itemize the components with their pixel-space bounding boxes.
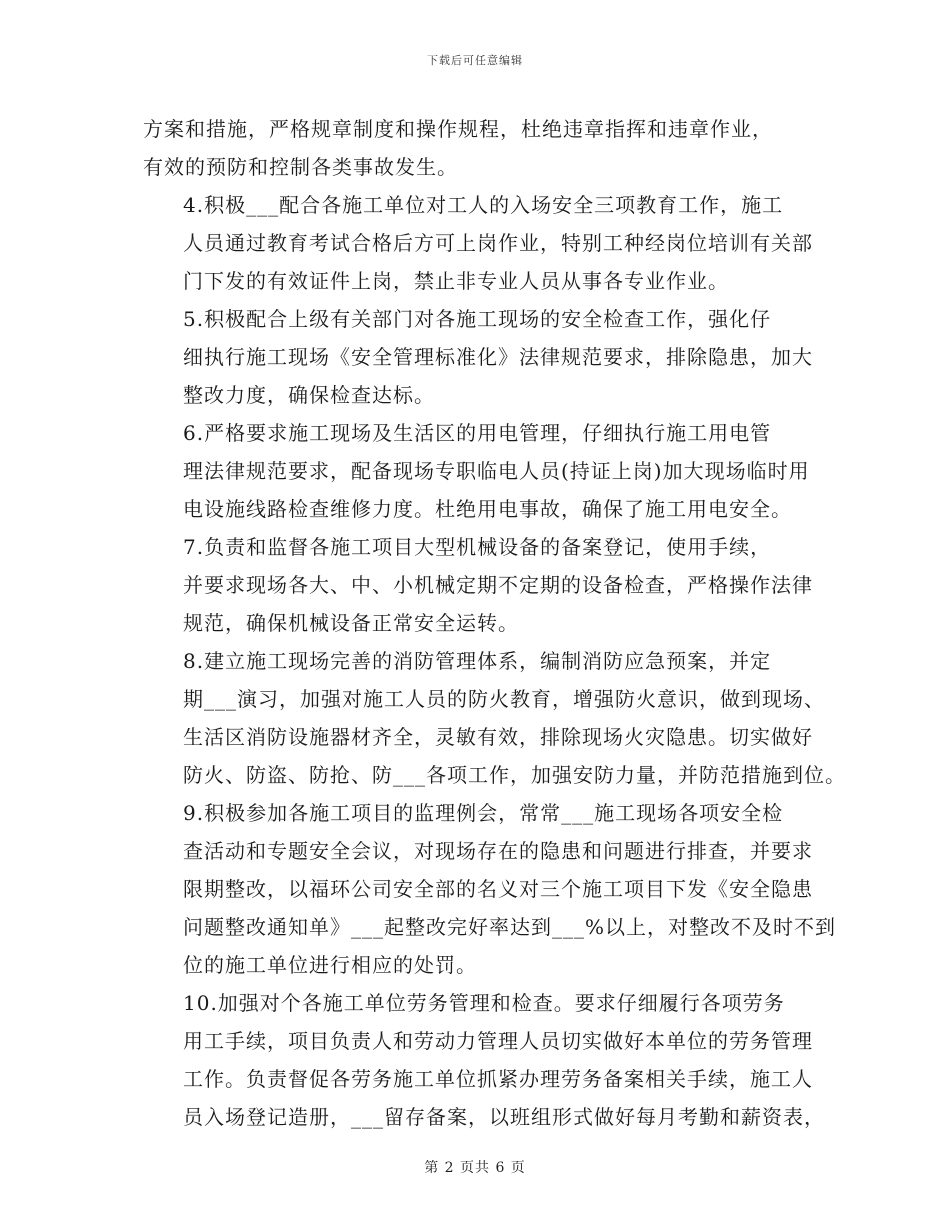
- paragraph: [143, 984, 825, 1136]
- text-line: 9.积极参加各施工项目的监理例会，常常___施工现场各项安全检: [183, 801, 784, 825]
- text-line: 员入场登记造册，___留存备案，以班组形式做好每月考勤和薪资表，: [183, 1105, 825, 1129]
- text-line: 理法律规范要求，配备现场专职临电人员(持证上岗)加大现场临时用: [183, 459, 810, 483]
- text-line: 位的施工单位进行相应的处罚。: [183, 953, 477, 977]
- page-footer: 第 2 页共 6 页: [424, 1160, 526, 1176]
- paragraph: [143, 414, 813, 528]
- paragraph: [143, 642, 846, 794]
- text-line: 6.严格要求施工现场及生活区的用电管理，仔细执行施工用电管: [183, 421, 772, 445]
- text-line: 门下发的有效证件上岗，禁止非专业人员从事各专业作业。: [183, 269, 729, 293]
- text-line: 人员通过教育考试合格后方可上岗作业，特别工种经岗位培训有关部: [183, 231, 813, 255]
- paragraph: [143, 110, 813, 186]
- text-line: 方案和措施，严格规章制度和操作规程，杜绝违章指挥和违章作业，: [143, 117, 773, 141]
- text-line: 8.建立施工现场完善的消防管理体系，编制消防应急预案，并定: [183, 649, 772, 673]
- document-body: [143, 110, 846, 1136]
- text-line: 整改力度，确保检查达标。: [183, 383, 435, 407]
- paragraph: [143, 528, 813, 642]
- paragraph: [143, 794, 837, 984]
- text-line: 期___演习，加强对施工人员的防火教育，增强防火意识，做到现场、: [183, 687, 825, 711]
- text-line: 用工手续，项目负责人和劳动力管理人员切实做好本单位的劳务管理: [183, 1029, 813, 1053]
- text-line: 细执行施工现场《安全管理标准化》法律规范要求，排除隐患，加大: [183, 345, 813, 369]
- text-line: 5.积极配合上级有关部门对各施工现场的安全检查工作，强化仔: [183, 307, 772, 331]
- paragraph: [143, 186, 813, 300]
- text-line: 规范，确保机械设备正常安全运转。: [183, 611, 519, 635]
- text-line: 电设施线路检查维修力度。杜绝用电事故，确保了施工用电安全。: [183, 497, 792, 521]
- text-line: 防火、防盗、防抢、防___各项工作，加强安防力量，并防范措施到位。: [183, 763, 846, 787]
- text-line: 问题整改通知单》___起整改完好率达到___%以上，对整改不及时不到: [183, 915, 837, 939]
- text-line: 限期整改，以福环公司安全部的名义对三个施工项目下发《安全隐患: [183, 877, 813, 901]
- text-line: 查活动和专题安全会议，对现场存在的隐患和问题进行排查，并要求: [183, 839, 813, 863]
- paragraph: [143, 300, 813, 414]
- page-header: 下载后可任意编辑: [427, 54, 523, 67]
- text-line: 并要求现场各大、中、小机械定期不定期的设备检查，严格操作法律: [183, 573, 813, 597]
- text-line: 有效的预防和控制各类事故发生。: [143, 155, 458, 179]
- text-line: 7.负责和监督各施工项目大型机械设备的备案登记，使用手续，: [183, 535, 772, 559]
- text-line: 4.积极___配合各施工单位对工人的入场安全三项教育工作，施工: [183, 193, 784, 217]
- text-line: 工作。负责督促各劳务施工单位抓紧办理劳务备案相关手续，施工人: [183, 1067, 813, 1091]
- text-line: 10.加强对个各施工单位劳务管理和检查。要求仔细履行各项劳务: [183, 991, 785, 1015]
- text-line: 生活区消防设施器材齐全，灵敏有效，排除现场火灾隐患。切实做好: [183, 725, 813, 749]
